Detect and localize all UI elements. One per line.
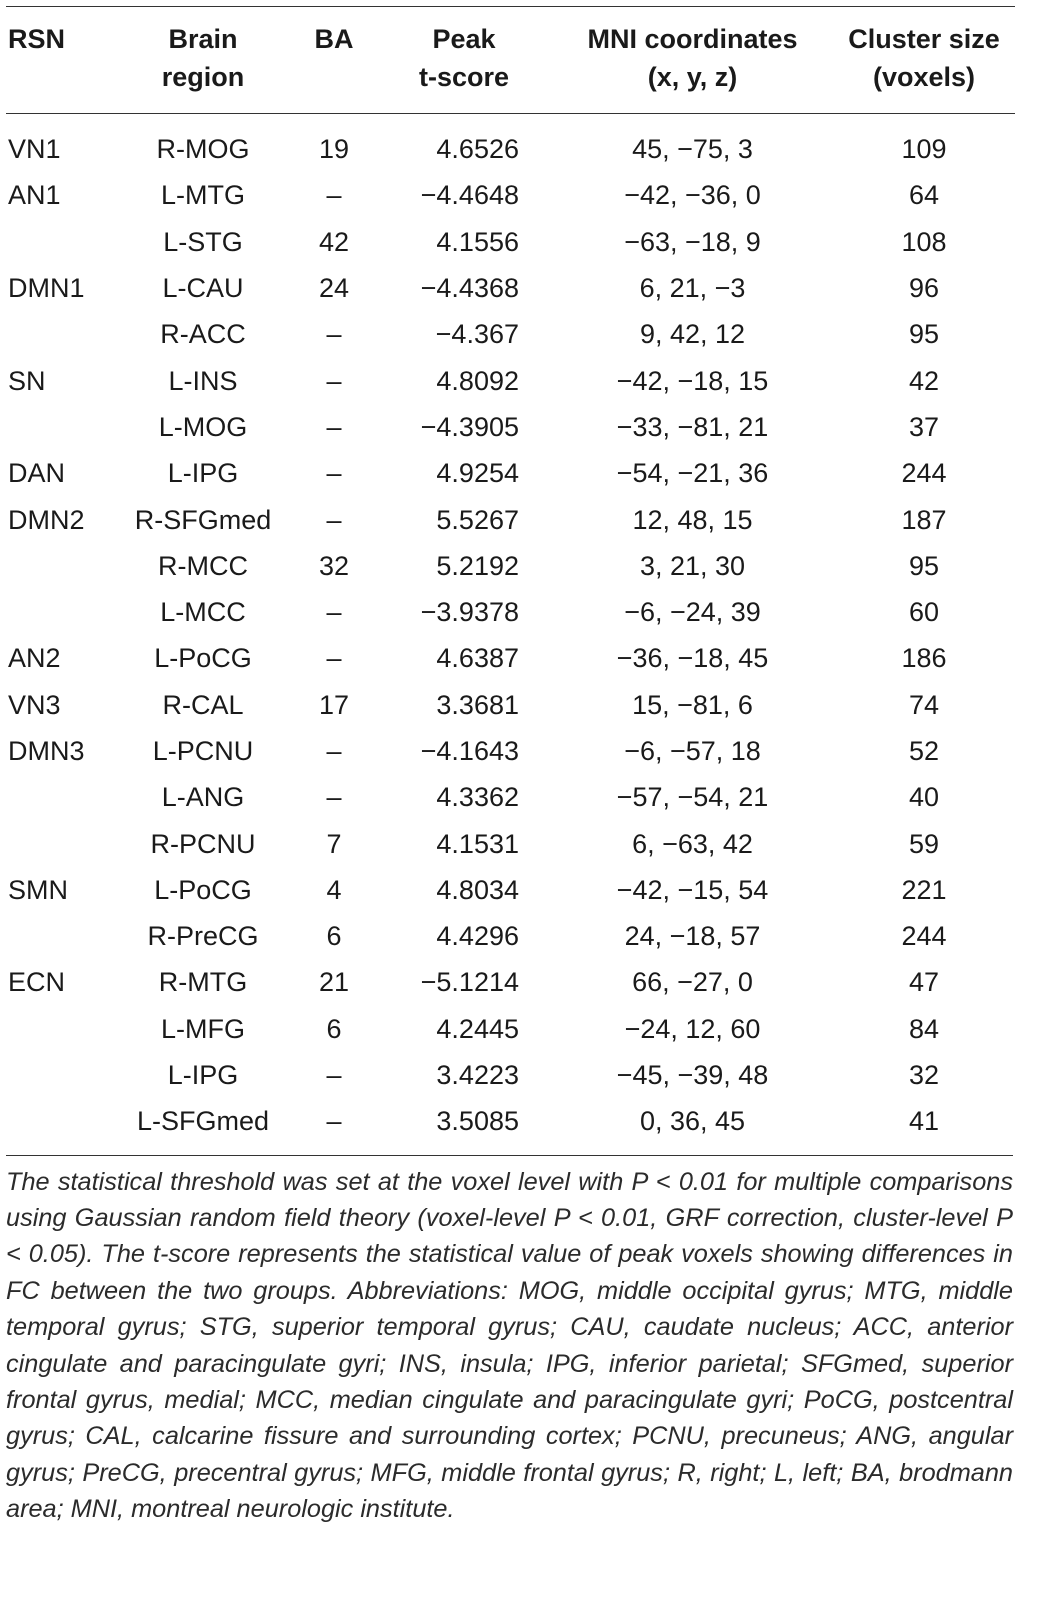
- cell-peak-t-score: [376, 172, 552, 218]
- cell-ba: 6: [326, 921, 342, 952]
- cell-peak-t-score: [376, 1052, 552, 1098]
- cell-rsn: [6, 219, 114, 265]
- cell-rsn: VN1: [8, 134, 61, 165]
- header-peak-line-2: t-score: [418, 62, 510, 92]
- cell-ba: –: [326, 643, 342, 674]
- table-row: [6, 265, 1015, 311]
- table-footnote: The statistical threshold was set at the voxel level with P < 0.01 for multiple comparisons using Gaussian random field theory (voxel-level P < 0.01, GRF correction, cluster-level P < 0.05). The t-score represents the statistical value of peak voxels showing differences in FC between the two groups. Abbreviations: MOG, middle occipital gyrus; MTG, middle temporal gyrus; STG, superior temporal gyrus; CAU, caudate nucleus; ACC, anterior cingulate and paracingulate gyri; INS, insula; IPG, inferior parietal; SFGmed, superior frontal gyrus, medial; MCC, median cingulate and paracingulate gyri; PoCG, postcentral gyrus; CAL, calcarine fissure and surrounding cortex; PCNU, precuneus; ANG, angular gyrus; PreCG, precentral gyrus; MFG, middle frontal gyrus; R, right; L, left; BA, brodmann area; MNI, montreal neurologic institute.: [6, 1155, 1013, 1528]
- peak-value: −4.367: [435, 319, 519, 350]
- cell-mni-coordinates: 6, −63, 42: [632, 828, 753, 859]
- cell-brain-region: L-MOG: [158, 411, 248, 442]
- header-peak-line-1: Peak: [432, 24, 496, 54]
- cell-mni-coordinates: −24, 12, 60: [624, 1013, 761, 1044]
- peak-value: 4.9254: [436, 458, 519, 489]
- cell-brain-region: L-INS: [168, 365, 238, 396]
- header-size-line-2: (voxels): [872, 62, 976, 92]
- cell-ba: –: [326, 411, 342, 442]
- peak-value: −3.9378: [420, 597, 519, 628]
- header-cluster-size: [833, 7, 1015, 114]
- cell-ba: –: [326, 504, 342, 535]
- cell-ba: 4: [326, 874, 342, 905]
- cell-peak-t-score: [376, 959, 552, 1005]
- cell-rsn: [6, 589, 114, 635]
- cell-mni-coordinates: −57, −54, 21: [616, 782, 769, 813]
- table-row: [6, 1098, 1015, 1154]
- table-header: [6, 7, 1015, 114]
- cell-cluster-size: 187: [901, 504, 947, 535]
- cell-rsn: AN2: [8, 643, 61, 674]
- cell-rsn: AN1: [8, 180, 61, 211]
- cell-cluster-size: 96: [908, 273, 940, 304]
- cell-cluster-size: 84: [908, 1013, 940, 1044]
- cell-rsn: DAN: [8, 458, 66, 489]
- peak-value: −5.1214: [420, 967, 519, 998]
- cell-ba: 21: [318, 967, 350, 998]
- cell-ba: 7: [326, 828, 342, 859]
- cell-brain-region: L-MTG: [161, 180, 245, 211]
- table-row: [6, 682, 1015, 728]
- peak-value: 3.3681: [436, 689, 519, 720]
- cell-mni-coordinates: 9, 42, 12: [639, 319, 746, 350]
- cell-brain-region: L-MFG: [161, 1013, 245, 1044]
- cell-peak-t-score: [376, 820, 552, 866]
- cell-cluster-size: 59: [908, 828, 940, 859]
- cell-ba: –: [326, 180, 342, 211]
- peak-value: −4.1643: [420, 736, 519, 766]
- cell-ba: –: [326, 597, 342, 628]
- cell-cluster-size: 52: [908, 736, 940, 766]
- header-brain-region: [114, 7, 292, 114]
- cell-mni-coordinates: −6, −57, 18: [624, 736, 761, 766]
- peak-value: 3.5085: [436, 1106, 519, 1137]
- cell-brain-region: L-PoCG: [154, 874, 252, 905]
- cell-peak-t-score: [376, 589, 552, 635]
- cell-cluster-size: 109: [901, 134, 947, 165]
- cell-rsn: [6, 1052, 114, 1098]
- table-row: [6, 496, 1015, 542]
- cell-mni-coordinates: 6, 21, −3: [639, 273, 746, 304]
- peak-value: 4.6387: [436, 643, 519, 674]
- cell-rsn: DMN3: [8, 736, 85, 766]
- table-row: [6, 114, 1015, 173]
- peak-value: −4.4368: [420, 273, 519, 304]
- cell-mni-coordinates: 12, 48, 15: [632, 504, 753, 535]
- cell-rsn: VN3: [8, 689, 61, 720]
- cell-peak-t-score: [376, 774, 552, 820]
- cell-mni-coordinates: −42, −36, 0: [624, 180, 761, 211]
- cell-cluster-size: 41: [908, 1106, 940, 1137]
- cell-cluster-size: 42: [908, 365, 940, 396]
- cell-brain-region: R-PreCG: [147, 921, 259, 952]
- cell-peak-t-score: [376, 357, 552, 403]
- peak-value: 5.2192: [436, 550, 519, 581]
- table-row: [6, 959, 1015, 1005]
- cell-rsn: [6, 311, 114, 357]
- table-row: [6, 172, 1015, 218]
- cell-mni-coordinates: −36, −18, 45: [616, 643, 769, 674]
- cell-cluster-size: 95: [908, 319, 940, 350]
- cell-ba: 32: [318, 550, 350, 581]
- cell-brain-region: L-ANG: [161, 782, 245, 813]
- cell-brain-region: L-MCC: [160, 597, 246, 628]
- cell-ba: 42: [318, 226, 350, 257]
- peak-value: 4.8034: [436, 874, 519, 905]
- peak-value: 5.5267: [436, 504, 519, 535]
- cell-brain-region: R-ACC: [160, 319, 246, 350]
- table-body: [6, 114, 1015, 1155]
- peak-value: 3.4223: [436, 1060, 519, 1091]
- cell-peak-t-score: [376, 496, 552, 542]
- cell-ba: –: [326, 1106, 342, 1137]
- cell-mni-coordinates: −42, −18, 15: [616, 365, 769, 396]
- peak-value: 4.2445: [436, 1013, 519, 1044]
- table-row: [6, 867, 1015, 913]
- cell-rsn: DMN2: [8, 504, 85, 535]
- results-table-container: [6, 6, 1013, 1528]
- cell-cluster-size: 40: [908, 782, 940, 813]
- table-row: [6, 357, 1015, 403]
- cell-rsn: SMN: [8, 874, 68, 905]
- header-mni-line-1: MNI coordinates: [587, 24, 798, 54]
- peak-value: 4.1531: [436, 828, 519, 859]
- cell-ba: –: [326, 736, 342, 766]
- header-peak-t-score: [376, 7, 552, 114]
- cell-mni-coordinates: −54, −21, 36: [616, 458, 769, 489]
- table-row: [6, 728, 1015, 774]
- cell-cluster-size: 186: [901, 643, 947, 674]
- cell-ba: 24: [318, 273, 350, 304]
- cell-ba: –: [326, 319, 342, 350]
- header-row: [6, 7, 1015, 114]
- cell-mni-coordinates: −45, −39, 48: [616, 1060, 769, 1091]
- cell-brain-region: L-STG: [163, 226, 243, 257]
- table-row: [6, 635, 1015, 681]
- cell-peak-t-score: [376, 635, 552, 681]
- table-row: [6, 450, 1015, 496]
- cell-peak-t-score: [376, 728, 552, 774]
- header-brain-region-line-2: region: [161, 62, 245, 92]
- peak-value: 4.4296: [436, 921, 519, 952]
- header-ba-line: BA: [314, 24, 354, 54]
- rsn-results-table: [6, 6, 1015, 1155]
- header-ba: [292, 7, 376, 114]
- cell-peak-t-score: [376, 404, 552, 450]
- table-row: [6, 913, 1015, 959]
- cell-peak-t-score: [376, 450, 552, 496]
- table-row: [6, 589, 1015, 635]
- cell-brain-region: L-IPG: [167, 1060, 239, 1091]
- cell-mni-coordinates: −6, −24, 39: [624, 597, 761, 628]
- header-rsn: [6, 7, 114, 114]
- header-rsn-line: RSN: [8, 24, 66, 54]
- cell-mni-coordinates: 0, 36, 45: [639, 1106, 746, 1137]
- cell-peak-t-score: [376, 543, 552, 589]
- cell-peak-t-score: [376, 682, 552, 728]
- cell-brain-region: R-SFGmed: [134, 504, 272, 535]
- table-row: [6, 820, 1015, 866]
- cell-brain-region: L-PCNU: [152, 736, 254, 766]
- table-row: [6, 774, 1015, 820]
- cell-ba: 6: [326, 1013, 342, 1044]
- cell-mni-coordinates: −63, −18, 9: [624, 226, 761, 257]
- peak-value: −4.4648: [420, 180, 519, 211]
- cell-peak-t-score: [376, 219, 552, 265]
- header-mni-coordinates: [552, 7, 833, 114]
- cell-peak-t-score: [376, 114, 552, 173]
- header-size-line-1: Cluster size: [848, 24, 1000, 54]
- cell-cluster-size: 221: [901, 874, 947, 905]
- cell-rsn: [6, 820, 114, 866]
- cell-brain-region: L-CAU: [162, 273, 244, 304]
- table-row: [6, 219, 1015, 265]
- cell-cluster-size: 47: [908, 967, 940, 998]
- cell-cluster-size: 37: [908, 411, 940, 442]
- cell-rsn: [6, 1006, 114, 1052]
- cell-brain-region: L-IPG: [167, 458, 239, 489]
- table-row: [6, 311, 1015, 357]
- cell-cluster-size: 244: [901, 458, 947, 489]
- cell-ba: –: [326, 365, 342, 396]
- cell-brain-region: R-MOG: [156, 134, 250, 165]
- cell-rsn: [6, 404, 114, 450]
- cell-mni-coordinates: 3, 21, 30: [639, 550, 746, 581]
- cell-cluster-size: 60: [908, 597, 940, 628]
- cell-brain-region: L-SFGmed: [136, 1106, 270, 1137]
- cell-ba: –: [326, 1060, 342, 1091]
- cell-mni-coordinates: −33, −81, 21: [616, 411, 769, 442]
- cell-ba: –: [326, 782, 342, 813]
- cell-cluster-size: 108: [901, 226, 947, 257]
- cell-rsn: [6, 913, 114, 959]
- table-row: [6, 1052, 1015, 1098]
- cell-rsn: ECN: [8, 967, 66, 998]
- cell-ba: 19: [318, 134, 350, 165]
- cell-brain-region: R-MCC: [158, 550, 248, 581]
- peak-value: 4.6526: [436, 134, 519, 165]
- cell-brain-region: R-CAL: [162, 689, 244, 720]
- cell-cluster-size: 244: [901, 921, 947, 952]
- peak-value: 4.3362: [436, 782, 519, 813]
- cell-peak-t-score: [376, 311, 552, 357]
- cell-mni-coordinates: 66, −27, 0: [632, 967, 753, 998]
- cell-rsn: [6, 543, 114, 589]
- cell-rsn: [6, 774, 114, 820]
- cell-cluster-size: 95: [908, 550, 940, 581]
- cell-peak-t-score: [376, 265, 552, 311]
- cell-cluster-size: 74: [908, 689, 940, 720]
- cell-cluster-size: 64: [908, 180, 940, 211]
- table-row: [6, 543, 1015, 589]
- table-row: [6, 404, 1015, 450]
- cell-brain-region: R-PCNU: [150, 828, 256, 859]
- peak-value: 4.8092: [436, 365, 519, 396]
- table-row: [6, 1006, 1015, 1052]
- header-mni-line-2: (x, y, z): [647, 62, 738, 92]
- cell-rsn: [6, 1098, 114, 1154]
- header-brain-region-line-1: Brain: [168, 24, 238, 54]
- cell-brain-region: R-MTG: [158, 967, 248, 998]
- peak-value: 4.1556: [436, 226, 519, 257]
- cell-peak-t-score: [376, 1006, 552, 1052]
- cell-ba: –: [326, 458, 342, 489]
- cell-mni-coordinates: 15, −81, 6: [632, 689, 753, 720]
- cell-peak-t-score: [376, 1098, 552, 1154]
- cell-rsn: SN: [8, 365, 46, 396]
- cell-rsn: DMN1: [8, 273, 85, 304]
- cell-peak-t-score: [376, 867, 552, 913]
- cell-cluster-size: 32: [908, 1060, 940, 1091]
- cell-mni-coordinates: 24, −18, 57: [624, 921, 761, 952]
- cell-ba: 17: [318, 689, 350, 720]
- cell-mni-coordinates: −42, −15, 54: [616, 874, 769, 905]
- peak-value: −4.3905: [420, 411, 519, 442]
- cell-peak-t-score: [376, 913, 552, 959]
- cell-mni-coordinates: 45, −75, 3: [632, 134, 753, 165]
- cell-brain-region: L-PoCG: [154, 643, 252, 674]
